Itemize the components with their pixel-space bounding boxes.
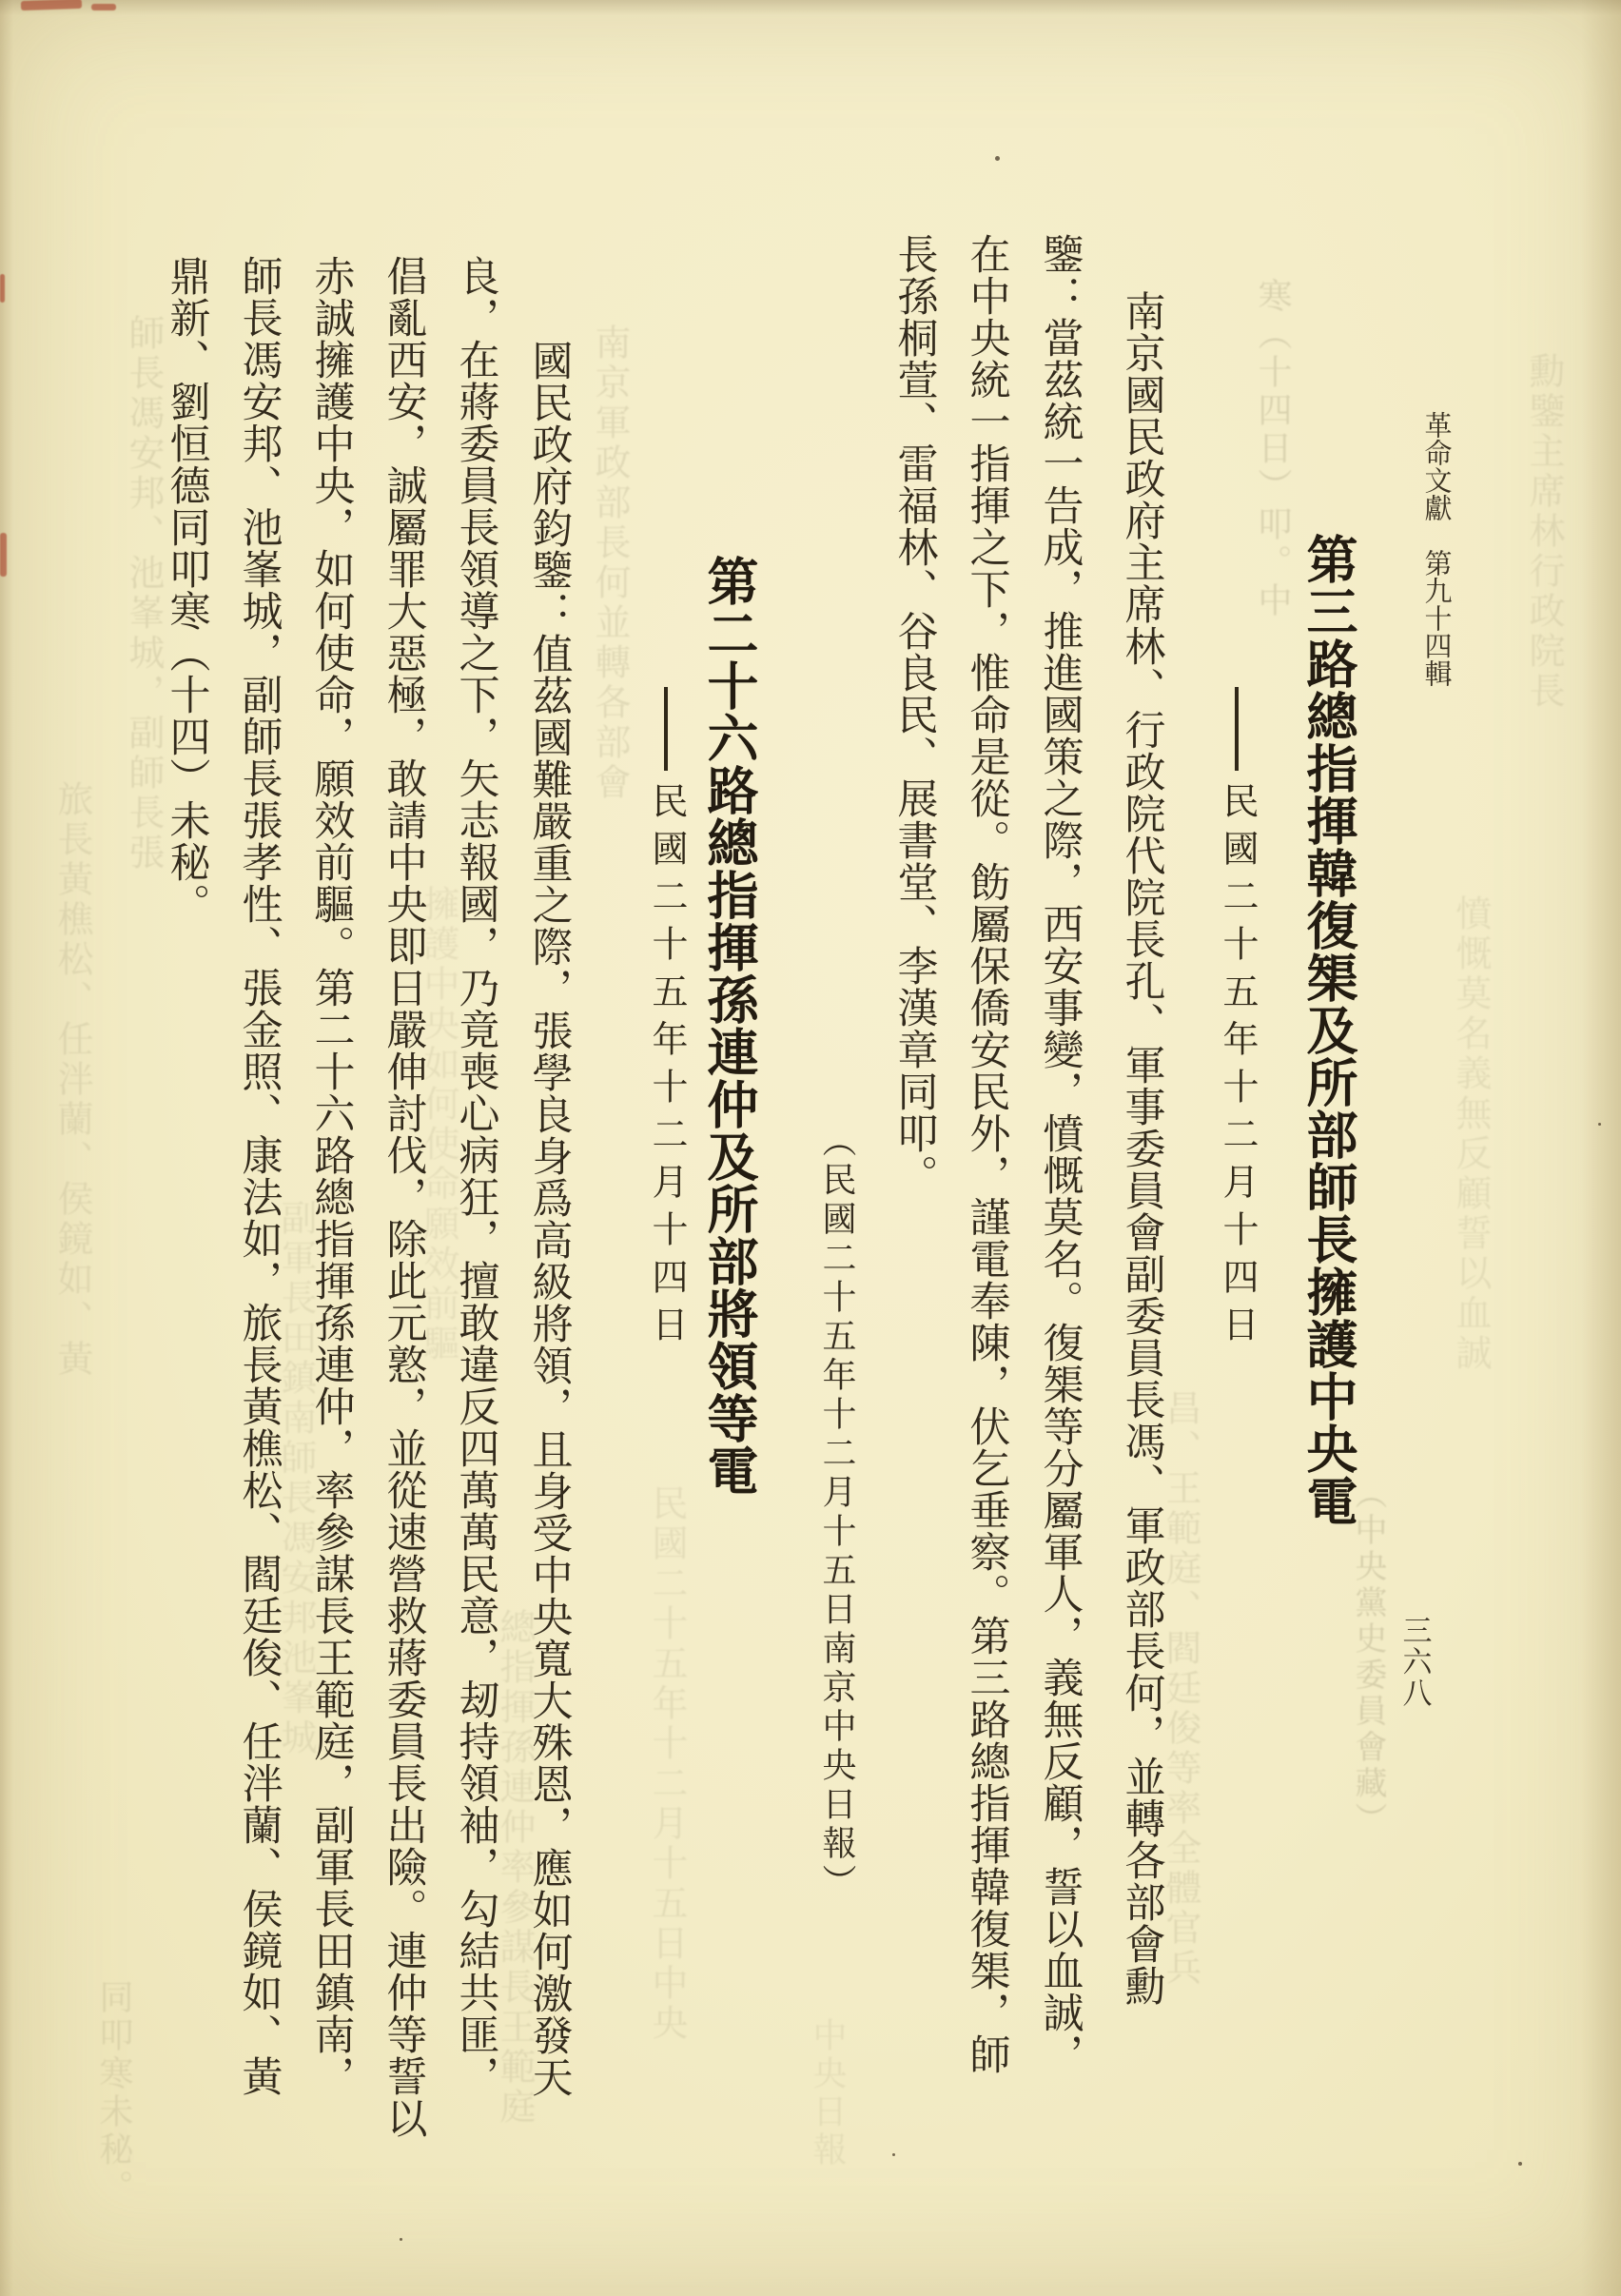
telegram2-body-column: 良，在蔣委員長領導之下，矢志報國，乃竟喪心病狂，擅敢違反四萬萬民意，刼持領袖，勾結共匪，	[453, 255, 498, 2097]
bleedthrough-ghost-column: 擁護中央如何使命願效前驅	[418, 885, 458, 1364]
telegram2-date-dash	[664, 687, 668, 771]
bleedthrough-ghost-column: 同叩寒未秘。	[95, 1979, 133, 2208]
page-edge-shading-top	[0, 0, 1621, 15]
bleedthrough-ghost-column: 勳鑒主席林行政院長	[1523, 352, 1563, 712]
paper-speck	[1518, 2162, 1522, 2166]
telegram1-body-column: 在中央統一指揮之下，惟命是從。飭屬保僑安民外，謹電奉陳，伏乞垂察。第三路總指揮韓復榘，師	[964, 233, 1009, 2075]
telegram2-title: 第二十六路總指揮孫連仲及所部將領等電	[700, 555, 757, 1497]
telegram1-title: 第三路總指揮韓復榘及所部師長擁護中央電	[1299, 533, 1357, 1527]
bleedthrough-ghost-column: 中央日報	[809, 2017, 847, 2169]
telegram1-body-column: 鑒：當茲統一告成，推進國策之際，西安事變，憤慨莫名。復榘等分屬軍人，義無反顧，誓以血誠，	[1037, 233, 1083, 2075]
telegram1-source-citation: ︵民國二十五年十二月十五日南京中央日報︶	[818, 1123, 856, 1903]
bleedthrough-ghost-column: 寒︵十四日︶叩。中	[1254, 278, 1292, 620]
red-ink-mark	[0, 533, 7, 577]
bleedthrough-ghost-column: 憤慨莫名義無反顧誓以血誠	[1450, 894, 1490, 1374]
telegram2-body-column: 國民政府鈞鑒：值茲國難嚴重之際，張學良身爲高級將領，且身受中央寬大殊恩，應如何激發天	[526, 340, 572, 2098]
telegram2-date: 民國二十五年十二月十四日	[646, 782, 686, 1353]
bleedthrough-ghost-column: 旅長黃樵松、任泮蘭、侯鏡如、黃	[51, 780, 91, 1380]
collection-header: 革命文獻 第九十四輯	[1420, 411, 1452, 687]
telegram2-body-column: 師長馮安邦、池峯城，副師長張孝性、張金照、康法如，旅長黃樵松、閻廷俊、任泮蘭、侯鏡如、黃	[236, 255, 282, 2097]
telegram2-body-column: 倡亂西安，誠屬罪大惡極，敢請中央即日嚴伸討伐，除此元憝，並從速營救蔣委員長出險。連仲等誓以	[381, 255, 426, 2139]
bleedthrough-ghost-column: ︵中央黨史委員會藏︶	[1350, 1477, 1385, 1838]
telegram2-body-column: 赤誠擁護中央，如何使命，願效前驅。第二十六路總指揮孫連仲，率參謀長王範庭，副軍長田鎮南，	[308, 255, 354, 2097]
telegram1-body-column: 南京國民政府主席林、行政院代院長孔、軍事委員會副委員長馮、軍政部長何，並轉各部會勳	[1119, 290, 1164, 2007]
red-ink-mark	[0, 274, 5, 303]
bleedthrough-ghost-column: 師長馮安邦、池峯城，副師長張	[123, 314, 163, 873]
page-number: 三六八	[1397, 1615, 1432, 1709]
bleedthrough-ghost-column: 副軍長田鎮南師長馮安邦池峯城	[275, 1199, 315, 1758]
page-edge-shading-left	[0, 0, 13, 2296]
telegram2-body-column: 鼎新、劉恒德同叩寒︵十四︶未秘。	[164, 255, 209, 925]
paper-speck	[400, 2238, 402, 2241]
paper-speck	[995, 156, 1000, 161]
paper-speck	[892, 2153, 895, 2156]
telegram1-date-dash	[1235, 687, 1239, 771]
bleedthrough-ghost-column: 南京軍政部長何並轉各部會	[589, 324, 629, 803]
telegram1-date: 民國二十五年十二月十四日	[1217, 782, 1257, 1353]
bleedthrough-ghost-column: 昌、王範庭、閻廷俊等率全體官兵	[1160, 1389, 1200, 1989]
bleedthrough-ghost-column: 民國二十五年十二月十五日中央	[646, 1484, 686, 2044]
paper-speck	[1598, 1123, 1601, 1126]
page-edge-shading-right	[1581, 0, 1621, 2296]
red-ink-mark	[91, 4, 116, 10]
bleedthrough-ghost-column: 總指揮孫連仲率參謀長王範庭	[494, 1608, 534, 2128]
telegram1-body-column: 長孫桐萱、雷福林、谷良民、展書堂、李漢章同叩。	[891, 233, 937, 1196]
